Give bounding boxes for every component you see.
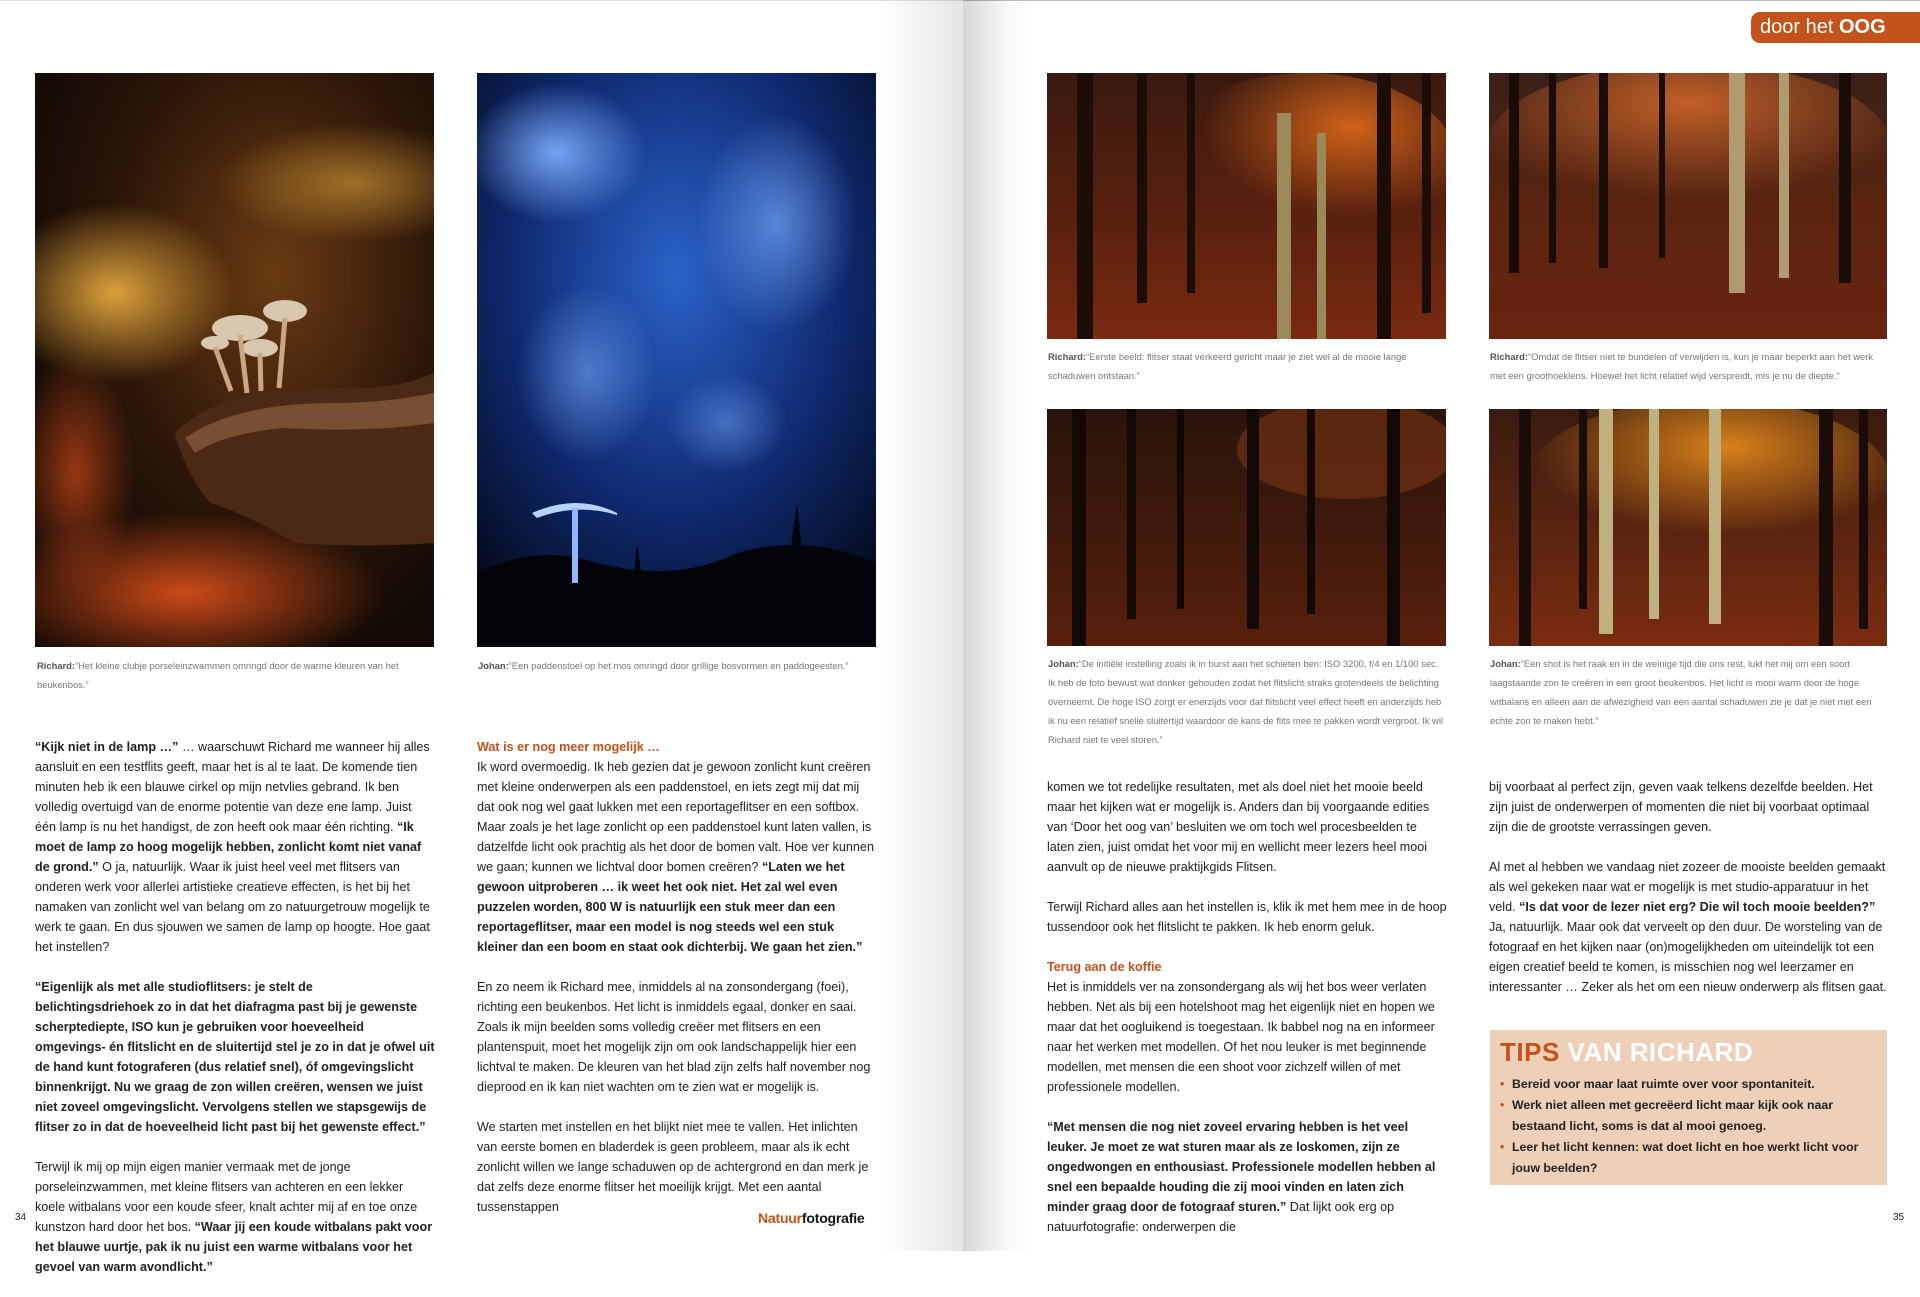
paragraph: Het is inmiddels ver na zonsondergang als wij het bos weer verlaten hebben. Net als bij een hotelshoot mag het eigenlijk niet en hopen we maar dat het oogluikend is toegestaan. Ik babbel nog na en informeer naar het werken met modellen. Of het nou leuker is met beginnende modellen, met mensen die een shoot voor zichzelf willen of met professionele modellen.: [1047, 980, 1435, 1094]
spine-shadow-right: [963, 0, 1033, 1251]
photo-orange-mushrooms-icon: [35, 73, 434, 647]
tip-item: • Leer het licht kennen: wat doet licht en hoe werkt licht voor jouw beelden?: [1500, 1137, 1880, 1179]
photo-autumn-forest-icon: [1489, 73, 1887, 339]
caption-5: Johan:“De initiële instelling zoals ik in burst aan het schieten ben: ISO 3200, f/4 en 1/100 sec. Ik heb de foto bewust wat donker gehouden zodat het flitslicht straks grotendeels de belichting overneemt. De hoge ISO zorgt er enerzijds voor dat flitslicht veel effect heeft en anderzijds heb ik nu een relatief snelle sluitertijd waardoor de kans de flits mee te pakken wordt vergroot. Ik wil Richard niet te veel storen.”: [1048, 658, 1443, 745]
photo-forest-1: [1047, 73, 1446, 339]
paragraph: “Met mensen die nog niet zoveel ervaring hebben is het veel leuker. Je moet ze wat sturen maar als ze loskomen, zijn ze ongedwongen en enthousiast. Professionele modellen hebben al snel een bepaalde houding die zij mooi vinden en laten zich minder graag door de fotograaf sturen.” Dat lijkt ook erg op natuurfotografie: onderwerpen die: [1047, 1120, 1436, 1234]
text-column-4: [1489, 777, 1889, 1017]
page-number-left: 34: [15, 1212, 27, 1223]
quote-paragraph: “Eigenlijk als met alle studioflitsers: je stelt de belichtingsdriehoek zo in dat het diafragma past bij je gewenste scherptediepte, ISO kun je gebruiken voor hoeveelheid omgevings- én flitslicht en de sluitertijd stel je zo in dat je ofwel uit de hand kunt fotograferen (dus relatief snel), óf omgevingslicht binnenkrijgt. Nu we graag de zon willen creëren, wensen we juist niet zoveel omgevingslicht. Vervolgens stellen we stapsgewijs de flitser zo in dat de hoeveelheid licht past bij het gewenste effect.”: [35, 980, 435, 1134]
photo-autumn-forest-icon: [1489, 409, 1887, 646]
paragraph: En zo neem ik Richard mee, inmiddels al na zonsondergang (foei), richting een beukenbos. Het licht is inmiddels egaal, donker en saai. Zoals ik mijn beelden soms volledig creëer met flitsers en een plantenspuit, moet het mogelijk zijn om ook landschappelijk hier een lichtval te maken. De kleuren van het blad zijn zelfs half november nog dieprood en ik kan niet wachten om te zien wat er mogelijk is.: [477, 980, 871, 1094]
top-edge-right: [963, 0, 1920, 1]
tips-box: [1490, 1030, 1887, 1185]
text-column-2: [477, 737, 877, 1237]
photo-mushroom-blue: [477, 73, 876, 647]
paragraph: komen we tot redelijke resultaten, met als doel niet het mooie beeld maar het kijken wat er mogelijk is. Anders dan bij voorgaande edities van ‘Door het oog van’ besluiten we om toch wel procesbeelden te laten zien, juist omdat het voor mij en wellicht meer lezers heel mooi aanvult op de nieuwe praktijkgids Flitsen.: [1047, 780, 1430, 874]
spine-shadow-left: [880, 0, 963, 1251]
photo-autumn-forest-icon: [1047, 73, 1446, 339]
photo-forest-2: [1489, 73, 1887, 339]
photo-forest-4: [1489, 409, 1887, 646]
paragraph: bij voorbaat al perfect zijn, geven vaak telkens dezelfde beelden. Het zijn juist de onderwerpen of momenten die niet bij voorbaat optimaal zijn die de grootste verrassingen geven.: [1489, 780, 1873, 834]
tips-list: [1500, 1074, 1880, 1179]
photo-forest-3: [1047, 409, 1446, 646]
magazine-brand: Natuurfotografie: [758, 1210, 865, 1226]
caption-3: Richard:“Eerste beeld: flitser staat verkeerd gericht maar je ziet wel al de mooie lange schaduwen ontstaan.”: [1048, 351, 1407, 381]
paragraph: Ik word overmoedig. Ik heb gezien dat je gewoon zonlicht kunt creëren met kleine onderwerpen als een paddenstoel, en iets zegt mij dat mij dat ook nog wel gaat lukken met een reportageflitser en een softbox. Maar zoals je het lage zonlicht op een paddenstoel kunt laten vallen, is datzelfde licht ook prachtig als het door de bomen valt. Hoe ver kunnen we gaan; kunnen we lichtval door bomen creëren? “Laten we het gewoon uitproberen … ik weet het ook niet. Het zal wel even puzzelen worden, 800 W is natuurlijk een stuk meer dan een reportageflitser, maar een model is nog steeds wel een stuk kleiner dan een boom en staat ook dichterbij. We gaan het zien.”: [477, 760, 874, 954]
photo-autumn-forest-icon: [1047, 409, 1446, 646]
paragraph: Terwijl ik mij op mijn eigen manier vermaak met de jonge porseleinzwammen, met kleine flitsers van achteren en een lekker koele witbalans voor een koude sfeer, knalt achter mij af en toe onze kunstzon hard door het bos. “Waar jij een koude witbalans pakt voor het blauwe uurtje, pak ik nu juist een warme witbalans voor het gevoel van warm avondlicht.”: [35, 1160, 433, 1274]
subheading: Wat is er nog meer mogelijk …: [477, 740, 660, 754]
subheading: Terug aan de koffie: [1047, 960, 1162, 974]
top-edge-left: [0, 0, 963, 1]
tips-title: TIPS VAN RICHARD: [1500, 1037, 1754, 1067]
photo-blue-mushroom-icon: [477, 73, 876, 647]
paragraph: “Kijk niet in de lamp …” … waarschuwt Richard me wanneer hij alles aansluit en een testflits geeft, maar het is al te laat. De komende tien minuten heb ik een blauwe cirkel op mijn netvlies gebrand. Ik ben volledig overtuigd van de enorme potentie van deze ene lamp. Juist één lamp is nu het handigst, de zon heeft ook maar één richting. “Ik moet de lamp zo hoog mogelijk hebben, zonlicht komt niet vanaf de grond.” O ja, natuurlijk. Waar ik juist heel veel met flitsers van onderen werk voor allerlei artistieke creatieve effecten, is het bij het namaken van zonlicht wel van belang om zo natuurgetrouw mogelijk te werk te gaan. En dus sjouwen we samen de lamp op hoogte. Hoe gaat het instellen?: [35, 740, 430, 954]
paragraph: Al met al hebben we vandaag niet zozeer de mooiste beelden gemaakt als wel gekeken naar wat er mogelijk is met studio-apparatuur in het veld. “Is dat voor de lezer niet erg? Die wil toch mooie beelden?” Ja, natuurlijk. Maar ook dat verveelt op den duur. De worsteling van de fotograaf en het kijken naar (on)mogelijkheden om uiteindelijk tot een eigen creatief beeld te komen, is misschien nog wel leerzamer en interessanter … Zeker als het om een nieuw onderwerp als flitsen gaat.: [1489, 860, 1887, 994]
tip-item: • Werk niet alleen met gecreëerd licht maar kijk ook naar bestaand licht, soms is dat al mooi genoeg.: [1500, 1095, 1880, 1137]
text-column-3: [1047, 777, 1447, 1257]
caption-4: Richard:“Omdat de flitser niet te bundelen of verwijden is, kun je maar beperkt aan het werk met een groothoeklens. Hoewel het licht relatief wijd verspreidt, mis je nu de diepte.”: [1490, 351, 1874, 381]
paragraph: We starten met instellen en het blijkt niet mee te vallen. Het inlichten van eerste bomen en bladerdek is geen probleem, maar als ik echt zonlicht willen we lange schaduwen op de achtergrond en dan merk je dat zelfs deze enorme flitser het moeilijk krijgt. Met een aantal tussenstappen: [477, 1120, 869, 1214]
paragraph: Terwijl Richard alles aan het instellen is, klik ik met hem mee in de hoop tussendoor ook het flitslicht te pakken. Ik heb enorm geluk.: [1047, 900, 1447, 934]
photo-mushrooms-warm: [35, 73, 434, 647]
text-column-1: [35, 737, 435, 1297]
page-number-right: 35: [1893, 1212, 1905, 1223]
caption-6: Johan:“Een shot is het raak en in de weinige tijd die ons rest, lukt het mij om een soort laagstaande zon te creëren in een groot beukenbos. Het licht is mooi warm door de hoge witbalans en alleen aan de afwezigheid van een aantal schaduwen zie je dat je niet met een echte zon te maken hebt.”: [1490, 658, 1872, 726]
tip-item: • Bereid voor maar laat ruimte over voor spontaniteit.: [1500, 1074, 1880, 1095]
caption-2: Johan:“Een paddenstoel op het mos omringd door grillige bosvormen en paddogeesten.”: [478, 660, 849, 671]
section-tab: door het OOG van: [1751, 12, 1920, 43]
caption-1: Richard:“Het kleine clubje porseleinzwammen omringd door de warme kleuren van het beukenbos.”: [37, 660, 399, 690]
